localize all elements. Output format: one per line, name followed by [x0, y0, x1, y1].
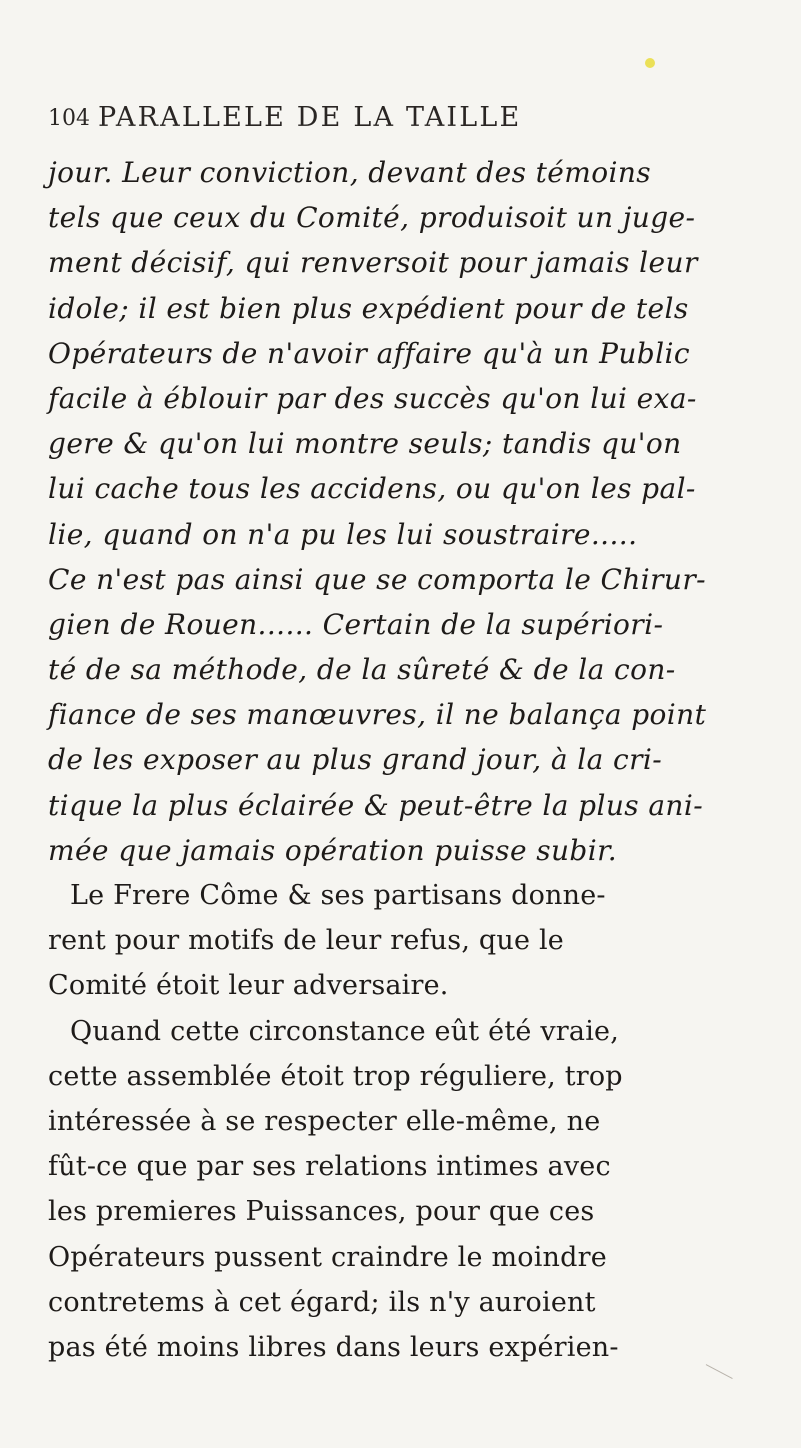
- text-line: cette assemblée étoit trop réguliere, trop: [48, 1060, 623, 1092]
- text-line: Ce n'est pas ainsi que se comporta le Chirur-: [48, 562, 706, 596]
- text-line: Opérateurs de n'avoir affaire qu'à un Public: [48, 336, 690, 370]
- text-line: lie, quand on n'a pu les lui soustraire.....: [48, 517, 638, 551]
- text-line: gien de Rouen...... Certain de la supériori-: [48, 607, 664, 641]
- text-line: jour. Leur conviction, devant des témoins: [48, 156, 652, 189]
- text-line: intéressée à se respecter elle-même, ne: [48, 1105, 601, 1137]
- text-line: pas été moins libres dans leurs expérien-: [48, 1331, 619, 1363]
- paragraph-start-line: Quand cette circonstance eût été vraie,: [70, 1015, 619, 1047]
- text-line: les premieres Puissances, pour que ces: [48, 1196, 595, 1228]
- text-line: Opérateurs pussent craindre le moindre: [48, 1241, 607, 1273]
- text-line: gere & qu'on lui montre seuls; tandis qu'on: [48, 427, 682, 461]
- page-header: [48, 100, 728, 140]
- text-line: ment décisif, qui renversoit pour jamais leur: [48, 246, 698, 280]
- text-line: lui cache tous les accidens, ou qu'on les pal-: [48, 472, 696, 506]
- text-line: té de sa méthode, de la sûreté & de la con-: [48, 653, 676, 687]
- text-line: Comité étoit leur adversaire.: [48, 970, 449, 1002]
- paper-stain: [645, 58, 655, 68]
- text-line: fiance de ses manœuvres, il ne balança point: [48, 698, 707, 732]
- text-line: idole; il est bien plus expédient pour de tels: [48, 291, 689, 325]
- text-line: tels que ceux du Comité, produisoit un juge-: [48, 201, 696, 235]
- running-title: PARALLELE DE LA TAILLE: [98, 102, 522, 133]
- paragraph-start-line: Le Frere Côme & ses partisans donne-: [70, 880, 606, 911]
- text-line: de les exposer au plus grand jour, à la cri-: [48, 743, 663, 777]
- page-number: 104: [48, 106, 90, 131]
- text-line: mée que jamais opération puisse subir.: [48, 833, 618, 867]
- text-line: facile à éblouir par des succès qu'on lui exa-: [48, 381, 697, 415]
- text-line: fût-ce que par ses relations intimes avec: [48, 1151, 611, 1183]
- text-line: tique la plus éclairée & peut-être la plus ani-: [48, 788, 704, 822]
- text-line: rent pour motifs de leur refus, que le: [48, 925, 564, 957]
- text-line: contretems à cet égard; ils n'y auroient: [48, 1286, 596, 1318]
- body-text: [48, 150, 738, 1370]
